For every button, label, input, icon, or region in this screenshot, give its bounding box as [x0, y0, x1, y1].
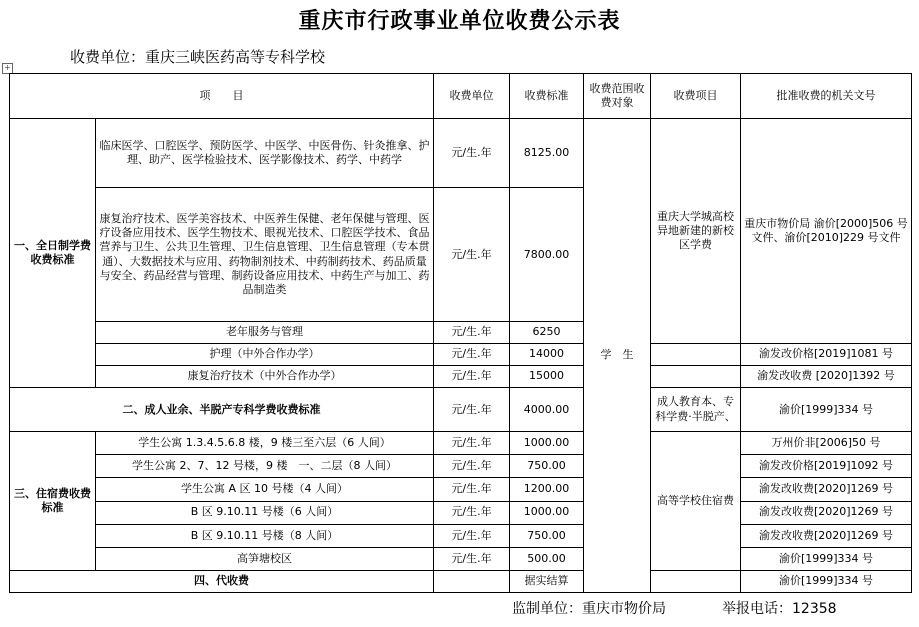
- section1-row5-standard: 15000: [510, 366, 584, 388]
- section3-row1-item: 学生公寓 1.3.4.5.6.8 楼，9 楼三至六层（6 人间）: [96, 432, 434, 455]
- section3-row6-doc: 渝价[1999]334 号: [741, 547, 912, 570]
- section2-doc: 渝价[1999]334 号: [741, 388, 912, 432]
- section3-row4-unit: 元/生.年: [434, 501, 510, 524]
- table-row: [10, 432, 912, 455]
- section3-row1-standard: 1000.00: [510, 432, 584, 455]
- table-header-row: [10, 74, 912, 119]
- section3-row1-unit: 元/生.年: [434, 432, 510, 455]
- section1-row3-item: 老年服务与管理: [96, 321, 434, 343]
- table-move-handle-icon[interactable]: +: [2, 63, 13, 74]
- section3-row5-standard: 750.00: [510, 524, 584, 547]
- section3-row2-unit: 元/生.年: [434, 455, 510, 478]
- table-row: [10, 455, 912, 478]
- section1-label: 一、全日制学费收费标准: [10, 119, 96, 388]
- section4-label: 四、代收费: [10, 570, 434, 592]
- section3-row2-item: 学生公寓 2、7、12 号楼，9 楼 一、二层（8 人间）: [96, 455, 434, 478]
- section1-row4-standard: 14000: [510, 344, 584, 366]
- table-row: [10, 547, 912, 570]
- section1-row1-standard: 8125.00: [510, 119, 584, 188]
- section1-doc: 重庆市物价局 渝价[2000]506 号文件、渝价[2010]229 号文件: [741, 119, 912, 344]
- section1-row5-unit: 元/生.年: [434, 366, 510, 388]
- footer-hotline: 举报电话：12358: [722, 601, 837, 617]
- section1-row4-unit: 元/生.年: [434, 344, 510, 366]
- section3-row3-item: 学生公寓 A 区 10 号楼（4 人间）: [96, 478, 434, 501]
- section1-row5-doc: 渝发改收费 [2020]1392 号: [741, 366, 912, 388]
- header-doc: 批准收费的机关文号: [741, 74, 912, 119]
- table-row: [10, 524, 912, 547]
- section1-row4-project: [651, 344, 741, 366]
- section3-row3-unit: 元/生.年: [434, 478, 510, 501]
- section1-row2-item: 康复治疗技术、医学美容技术、中医养生保健、老年保健与管理、医疗设备应用技术、医学生物技术、眼视光技术、口腔医学技术、食品营养与卫生、公共卫生管理、卫生信息管理、卫生信息管理（专本贯通）、大数据技术与应用、药物制剂技术、中药制药技术、药品质量与安全、药品经营与管理、制药设备应用技术、中药生产与加工、药品制造类: [96, 188, 434, 322]
- section3-row3-doc: 渝发改收费[2020]1269 号: [741, 478, 912, 501]
- table-row: [10, 501, 912, 524]
- header-standard: 收费标准: [510, 74, 584, 119]
- fee-table: [9, 73, 912, 593]
- section1-row3-unit: 元/生.年: [434, 321, 510, 343]
- table-row: [10, 344, 912, 366]
- section2-standard: 4000.00: [510, 388, 584, 432]
- section4-standard: 据实结算: [510, 570, 584, 592]
- section1-row5-project: [651, 366, 741, 388]
- header-scope: 收费范围收费对象: [584, 74, 651, 119]
- section4-project: [651, 570, 741, 592]
- table-row: [10, 119, 912, 188]
- section2-unit: 元/生.年: [434, 388, 510, 432]
- section1-row4-item: 护理（中外合作办学）: [96, 344, 434, 366]
- section3-project: 高等学校住宿费: [651, 432, 741, 570]
- section1-project: 重庆大学城高校异地新建的新校区学费: [651, 119, 741, 344]
- footer-supervisor: 监制单位：重庆市物价局: [512, 601, 666, 617]
- section3-row3-standard: 1200.00: [510, 478, 584, 501]
- section3-row6-item: 高笋塘校区: [96, 547, 434, 570]
- scope-students: 学 生: [584, 119, 651, 593]
- section3-row6-standard: 500.00: [510, 547, 584, 570]
- section1-row2-standard: 7800.00: [510, 188, 584, 322]
- section2-label: 二、成人业余、半脱产专科学费收费标准: [10, 388, 434, 432]
- section1-row1-unit: 元/生.年: [434, 119, 510, 188]
- header-unit: 收费单位: [434, 74, 510, 119]
- table-row: [10, 570, 912, 592]
- section3-row5-doc: 渝发改收费[2020]1269 号: [741, 524, 912, 547]
- section4-unit: [434, 570, 510, 592]
- section1-row2-unit: 元/生.年: [434, 188, 510, 322]
- table-row: [10, 388, 912, 432]
- section1-row4-doc: 渝发改价格[2019]1081 号: [741, 344, 912, 366]
- section1-row1-item: 临床医学、口腔医学、预防医学、中医学、中医骨伤、针灸推拿、护理、助产、医学检验技术、医学影像技术、药学、中药学: [96, 119, 434, 188]
- section1-row3-standard: 6250: [510, 321, 584, 343]
- section4-doc: 渝价[1999]334 号: [741, 570, 912, 592]
- header-project: 收费项目: [651, 74, 741, 119]
- section3-row4-doc: 渝发改收费[2020]1269 号: [741, 501, 912, 524]
- section3-row4-standard: 1000.00: [510, 501, 584, 524]
- section3-label: 三、住宿费收费标准: [10, 432, 96, 570]
- section3-row5-unit: 元/生.年: [434, 524, 510, 547]
- section3-row6-unit: 元/生.年: [434, 547, 510, 570]
- section3-row2-doc: 渝发改价格[2019]1092 号: [741, 455, 912, 478]
- section3-row5-item: B 区 9.10.11 号楼（8 人间）: [96, 524, 434, 547]
- table-row: [10, 366, 912, 388]
- section3-row4-item: B 区 9.10.11 号楼（6 人间）: [96, 501, 434, 524]
- section3-row1-doc: 万州价非[2006]50 号: [741, 432, 912, 455]
- section3-row2-standard: 750.00: [510, 455, 584, 478]
- section1-row5-item: 康复治疗技术（中外合作办学）: [96, 366, 434, 388]
- page-title: 重庆市行政事业单位收费公示表: [298, 9, 621, 34]
- header-item: 项 目: [10, 74, 434, 119]
- section2-project: 成人教育本、专科学费·半脱产、: [651, 388, 741, 432]
- table-row: [10, 478, 912, 501]
- fee-unit-line: 收费单位：重庆三峡医药高等专科学校: [70, 48, 326, 66]
